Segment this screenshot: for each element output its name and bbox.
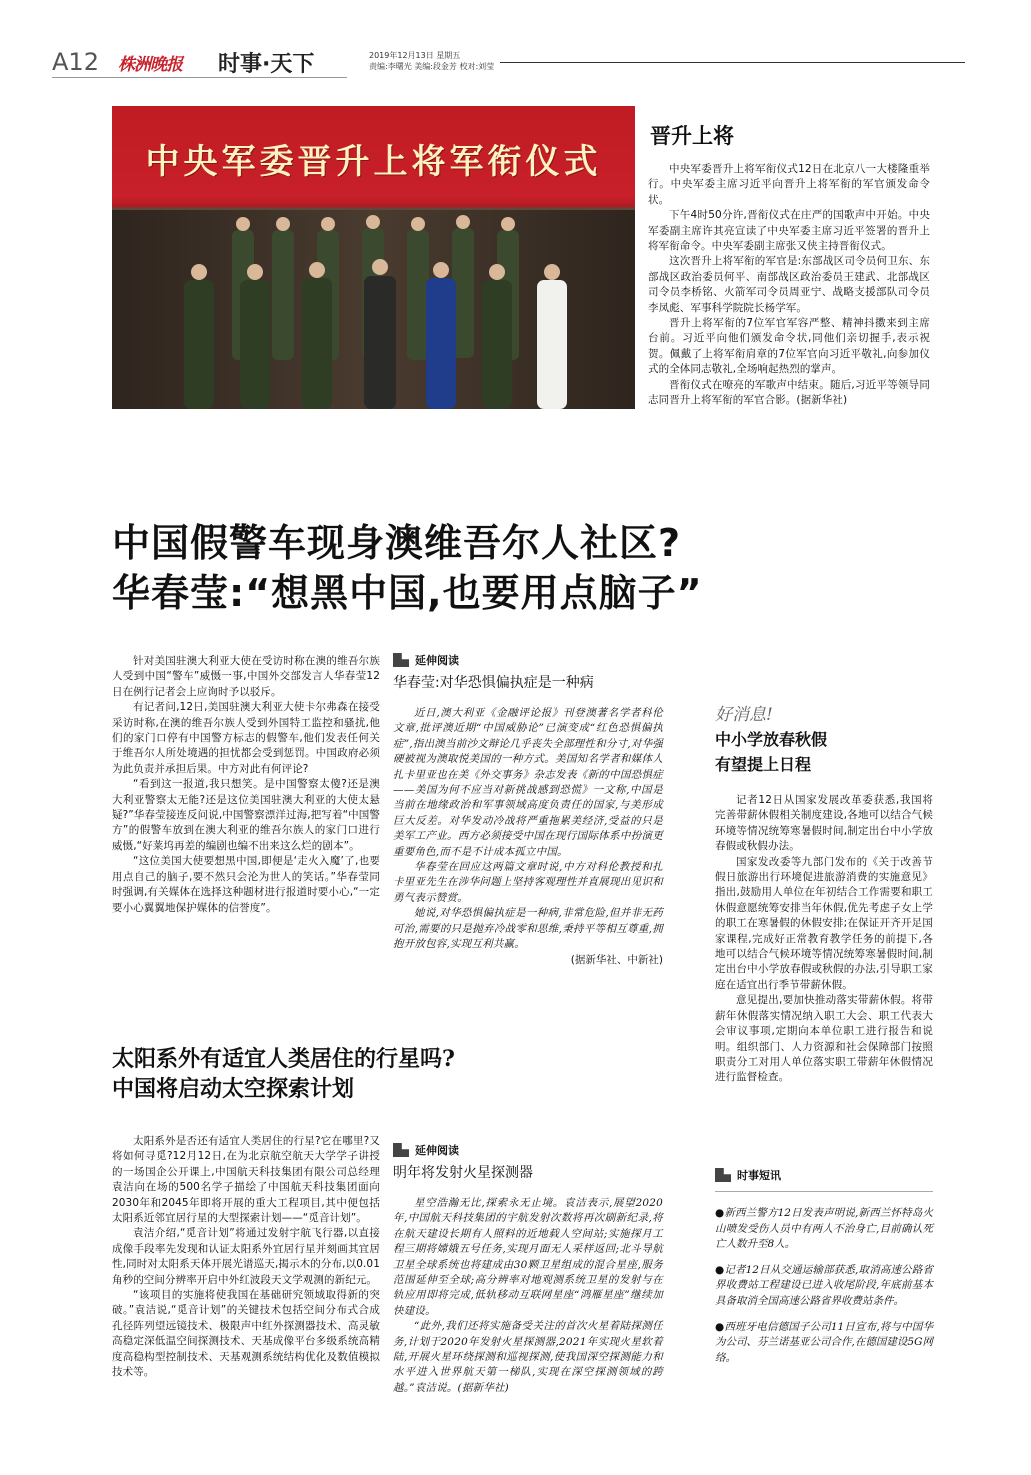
main-extended-reading: [393, 652, 663, 968]
figure: [482, 280, 512, 409]
figure: [364, 276, 396, 409]
arrow-icon: [393, 653, 409, 667]
paragraph: 这次晋升上将军衔的军官是:东部战区司令员何卫东、东部战区政治委员何平、南部战区政治委员王建武、北部战区司令员李桥铭、火箭军司令员周亚宁、战略支援部队司令员李凤彪、军事科学院院长杨学军。: [648, 255, 930, 314]
paragraph: 华春莹在回应这两篇文章时说,中方对科伦教授和扎卡里亚先生在涉华问题上坚持客观理性并直展现出见识和勇气表示赞赏。: [393, 861, 663, 904]
briefs-tag: [715, 1167, 933, 1183]
paragraph: 袁洁介绍,“觅音计划”将通过发射宇航飞行器,以直接成像手段率先发现和认证太阳系外宜居行星并刻画其宜居性,同时对太阳系天体开展光谱巡天,揭示木的分布,以0.01角秒的空间分辨率开启中外红波段天文学观测的新纪元。: [112, 1227, 380, 1286]
briefs-label: 时事短讯: [737, 1169, 781, 1182]
face: [191, 264, 207, 280]
side-story: [715, 700, 933, 1086]
paragraph: 她说,对华恐惧偏执症是一种病,非常危险,但并非无药可治,需要的只是抛弃冷战零和思维,秉持平等相互尊重,拥抱开放包容,实现互利共赢。: [393, 907, 663, 951]
face: [372, 259, 388, 275]
paragraph: 晋衔仪式在嘹亮的军歌声中结束。随后,习近平等领导同志同晋升上将军衔的军官合影。(据新华社): [648, 378, 930, 407]
arrow-icon: [393, 1143, 409, 1157]
paragraph: “这位美国大使要想黑中国,即便是‘走火入魔’了,也要用点自己的脑子,要不然只会沦为世人的笑话。”华春莹同时强调,有关媒体在选择这种题材进行报道时要小心,“一定要小心翼翼地保护媒体的信誉度”。: [112, 855, 380, 914]
ceremony-photo: [112, 106, 635, 409]
paragraph: 记者12日从国家发展改革委获悉,我国将完善带薪休假相关制度建设,各地可以结合气候环境等情况统筹寒暑假时间,制定出台中小学放春假或秋假办法。: [715, 794, 933, 853]
face: [247, 264, 263, 280]
paragraph: 近日,澳大利亚《金融评论报》刊登澳著名学者科伦文章,批评澳近期“中国威胁论”已演变成“红色恐惧偏执症”,指出澳当前沙文辩论几乎丧失全部理性和分寸,对华强硬被视为澳取悦美国的一种方式。美国知名学者和媒体人扎卡里亚也在美《外交事务》杂志发表《新的中国恐惧症——美国为何不应当对新挑战感到恐慌》一文称,中国是当前在地缘政治和军事领域高度负责任的国家,与美形成巨大反差。对华发动冷战将严重拖累美经济,受益的只是美军工产业。西方必须接受中国在现行国际体系中扮演更重要角色,而不是不计成本孤立中国。: [393, 707, 663, 858]
paragraph: 下午4时50分许,晋衔仪式在庄严的国歌声中开始。中央军委副主席许其亮宣读了中央军委主席习近平签署的晋升上将军衔命令。中央军委副主席张又侠主持晋衔仪式。: [648, 209, 930, 253]
header-rule: [500, 62, 965, 63]
main-story-body: [112, 654, 380, 916]
paragraph: 针对美国驻澳大利亚大使在受访时称在澳的维吾尔族人受到中国“警车”威慑一事,中国外交部发言人华春莹12日在例行记者会上应询时予以驳斥。: [112, 655, 380, 698]
paragraph: 有记者问,12日,美国驻澳大利亚大使卡尔弗森在接受采访时称,在澳的维吾尔族人受到外国特工监控和骚扰,他们的家门口停有中国警方标志的假警车,他们发表任何关于维吾尔人所处境遇的担忧都会受到惩罚。中国政府必须为此负责并承担后果。中方对此有何评论?: [112, 701, 380, 775]
face: [456, 215, 470, 229]
paragraph: 太阳系外是否还有适宜人类居住的行星?它在哪里?又将如何寻觅?12月12日,在为北京航空航天大学学子讲授的一场国企公开课上,中国航天科技集团有限公司总经理袁洁向在场的500名学子描绘了中国航天科技集团面向2030年和2045年即将开展的重大工程项目,其中便包括太阳系近邻宜居行星的大型探索计划——“觅音计划”。: [112, 1135, 380, 1225]
space-headline-line1: 太阳系外有适宜人类居住的行星吗?: [112, 1046, 455, 1072]
editor-credits: 责编:李曙光 美编:段金芳 校对:刘莹: [369, 62, 495, 71]
figure: [272, 230, 294, 360]
figure: [407, 230, 429, 360]
paragraph: “该项目的实施将使我国在基础研究领域取得新的突破。”袁洁说,“觅音计划”的关键技术包括空间分布式合成孔径阵列望远镜技术、极限声中红外探测器技术、高灵敏高稳定深低温空间探测技术、天基成像平台多级系统高精度高稳构型控制技术、天基观测系统结构优化及数值模拟技术等。: [112, 1289, 380, 1379]
extended-reading-label: 延伸阅读: [415, 654, 459, 667]
face: [236, 217, 250, 231]
page-number: A12: [52, 48, 99, 76]
face: [366, 215, 380, 229]
paragraph: 星空浩瀚无比,探索永无止境。袁洁表示,展望2020年,中国航天科技集团的宇航发射次数将再次刷新纪录,将在航天建设长期有人照料的近地载人空间站;实施探月工程三期将嫦娥五号任务,实现月面无人采样返回;北斗导航卫星全球系统也将建成由30颗卫星组成的混合星座,服务范围延伸至全球;高分辨率对地观测系统卫星的发射与在轨应用即将完成,低轨移动互联网星座“鸿雁星座”继续加快建设。: [393, 1197, 663, 1317]
paragraph: 晋升上将军衔的7位军官军容严整、精神抖擞来到主席台前。习近平向他们颁发命令状,同他们亲切握手,表示祝贺。佩戴了上将军衔肩章的7位军官向习近平敬礼,向参加仪式的全体同志敬礼,全场响起热烈的掌声。: [648, 317, 930, 376]
face: [276, 217, 290, 231]
news-briefs: [715, 1167, 933, 1376]
arrow-icon: [715, 1168, 731, 1182]
paragraph: “此外,我们还将实施备受关注的首次火星着陆探测任务,计划于2020年发射火星探测器,2021年实现火星软着陆,开展火星环绕探测和巡视探测,使我国深空探测能力和水平进入世界航天第一梯队,实现在深空探测领域的跨越。”袁洁说。(据新华社): [393, 1320, 663, 1394]
figure: [240, 280, 270, 409]
extended-reading-tag: [393, 1142, 663, 1158]
main-headline-line2: 华春莹:“想黑中国,也要用点脑子”: [112, 571, 703, 615]
header-underline: [52, 77, 347, 78]
face: [309, 262, 325, 278]
space-extended-reading: [393, 1142, 663, 1396]
paragraph: 中央军委晋升上将军衔仪式12日在北京八一大楼隆重举行。中央军委主席习近平向晋升上将军衔的军官颁发命令状。: [648, 163, 930, 206]
space-headline-line2: 中国将启动太空探索计划: [112, 1076, 355, 1102]
masthead-logo: 株洲晚报: [118, 55, 182, 75]
page-header: [0, 0, 1031, 80]
main-headline-line1: 中国假警车现身澳维吾尔人社区?: [112, 521, 682, 565]
face: [501, 217, 515, 231]
face: [544, 264, 560, 280]
face: [489, 264, 505, 280]
extended-reading-title: 明年将发射火星探测器: [393, 1165, 533, 1181]
brief-item: ●新西兰警方12日发表声明说,新西兰怀特岛火山喷发受伤人员中有两人不治身亡,目前确认死亡人数升至8人。: [715, 1207, 933, 1251]
paragraph: “看到这一报道,我只想笑。是中国警察太傻?还是澳大利亚警察太无能?还是这位美国驻澳大利亚的大使太悬疑?”华春莹接连反问说,中国警察漂洋过海,把写着“中国警方”的假警车放到在澳大利亚的维吾尔族人的家门口进行威慑,“好莱坞再差的编剧也编不出来这么烂的剧本”。: [112, 778, 380, 852]
photo-banner-text: 中央军委晋升上将军衔仪式: [145, 142, 602, 182]
side-story-title-2: 有望提上日程: [715, 755, 812, 774]
figure: [184, 280, 214, 409]
group-figures: [112, 210, 635, 409]
figure: [302, 278, 332, 409]
paragraph: 意见提出,要加快推动落实带薪休假。将带薪年休假落实情况纳入职工大会、职工代表大会审议事项,定期向本单位职工进行报告和说明。组织部门、人力资源和社会保障部门按照职责分工对用人单位落实职工带薪年休假情况进行监督检查。: [715, 994, 933, 1084]
front-row: [184, 276, 567, 409]
top-story-heading: 晋升上将: [650, 123, 734, 148]
extended-reading-title: 华春莹:对华恐惧偏执症是一种病: [393, 675, 594, 691]
briefs-rule: [715, 1191, 933, 1192]
figure: [426, 278, 456, 409]
section-title: 时事·天下: [218, 52, 315, 77]
side-story-title-1: 中小学放春秋假: [715, 730, 828, 749]
source-credit: (据新华社、中新社): [570, 953, 663, 966]
face: [411, 217, 425, 231]
brief-item: ●西班牙电信德国子公司11日宣布,将与中国华为公司、芬兰诺基亚公司合作,在德国建设5G网络。: [715, 1320, 933, 1364]
space-story-body: [112, 1134, 380, 1381]
extended-reading-tag: [393, 652, 663, 668]
face: [433, 262, 449, 278]
figure: [537, 280, 567, 409]
face: [321, 217, 335, 231]
good-news-tag: 好消息!: [715, 705, 773, 725]
extended-reading-label: 延伸阅读: [415, 1144, 459, 1157]
top-story-body: [648, 162, 930, 409]
issue-date: 2019年12月13日 星期五: [369, 51, 461, 60]
paragraph: 国家发改委等九部门发布的《关于改善节假日旅游出行环境促进旅游消费的实施意见》指出,鼓励用人单位在年初结合工作需要和职工休假意愿统筹安排当年休假,优先考虑子女上学的职工在寒暑假的休假安排;在保证开齐开足国家课程,完成好正常教育教学任务的前提下,各地可以结合气候环境等情况统筹寒暑假时间,制定出台中小学放春假或秋假的办法,引导职工家庭在适宜出行季节带薪休假。: [715, 855, 933, 991]
brief-item: ●记者12日从交通运输部获悉,取消高速公路省界收费站工程建设已进入收尾阶段,年底前基本具备取消全国高速公路省界收费站条件。: [715, 1263, 933, 1307]
